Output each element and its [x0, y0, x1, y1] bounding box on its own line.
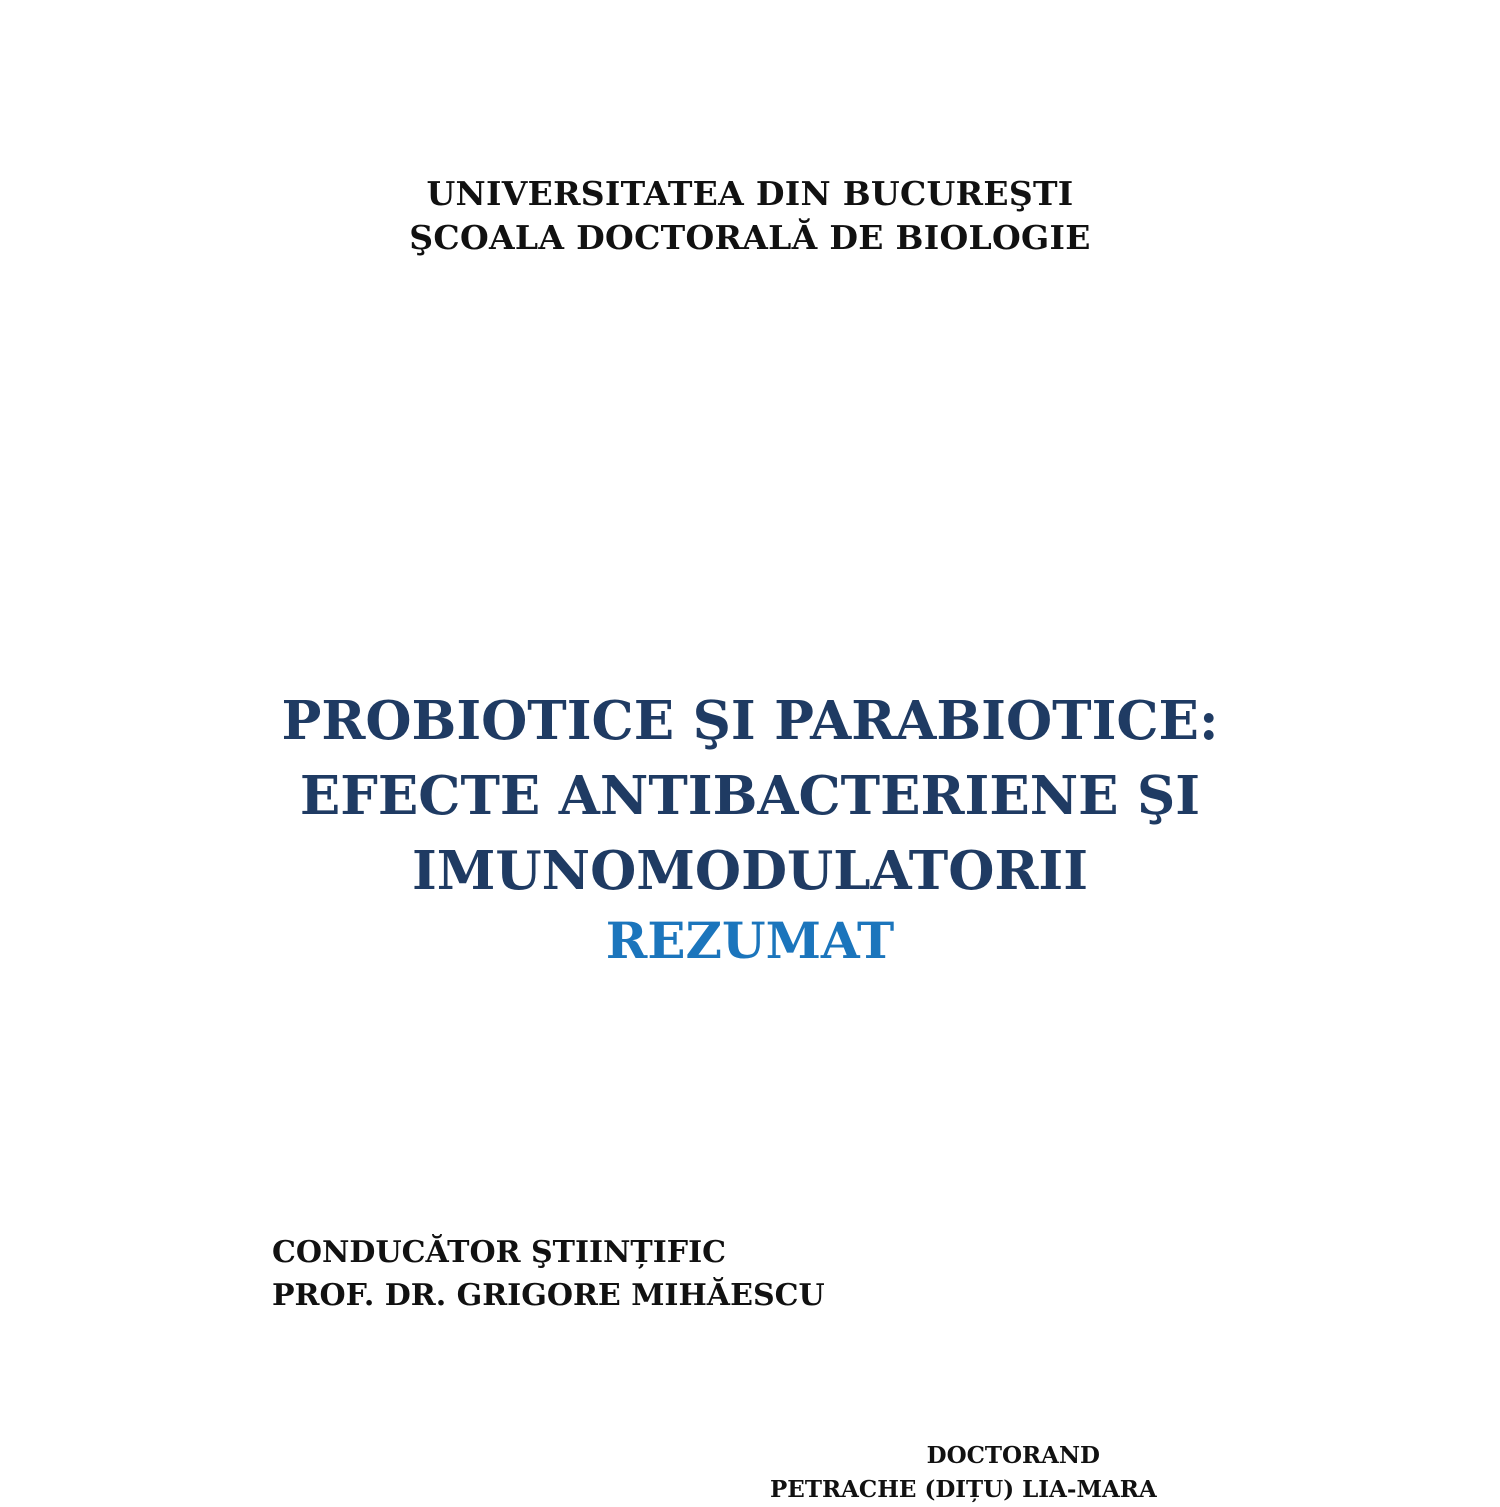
thesis-title-line-3: IMUNOMODULATORII: [411, 840, 1089, 902]
candidate-name: PETRACHE (DIȚU) LIA-MARA: [770, 1476, 1157, 1503]
doctoral-candidate: [700, 1439, 1210, 1507]
thesis-title-line-2: EFECTE ANTIBACTERIENE ŞI: [299, 765, 1201, 827]
document-type-label: REZUMAT: [605, 911, 895, 970]
thesis-title: [0, 684, 1500, 909]
institution-header: [0, 172, 1500, 260]
doctoral-school-name: ŞCOALA DOCTORALĂ DE BIOLOGIE: [409, 218, 1091, 257]
scientific-advisor: [272, 1231, 825, 1317]
candidate-role: DOCTORAND: [926, 1442, 1100, 1469]
advisor-name: PROF. DR. GRIGORE MIHĂESCU: [272, 1278, 825, 1313]
thesis-title-line-1: PROBIOTICE ŞI PARABIOTICE:: [281, 690, 1219, 752]
university-name: UNIVERSITATEA DIN BUCUREŞTI: [426, 174, 1074, 213]
advisor-role: CONDUCĂTOR ŞTIINȚIFIC: [272, 1235, 726, 1270]
